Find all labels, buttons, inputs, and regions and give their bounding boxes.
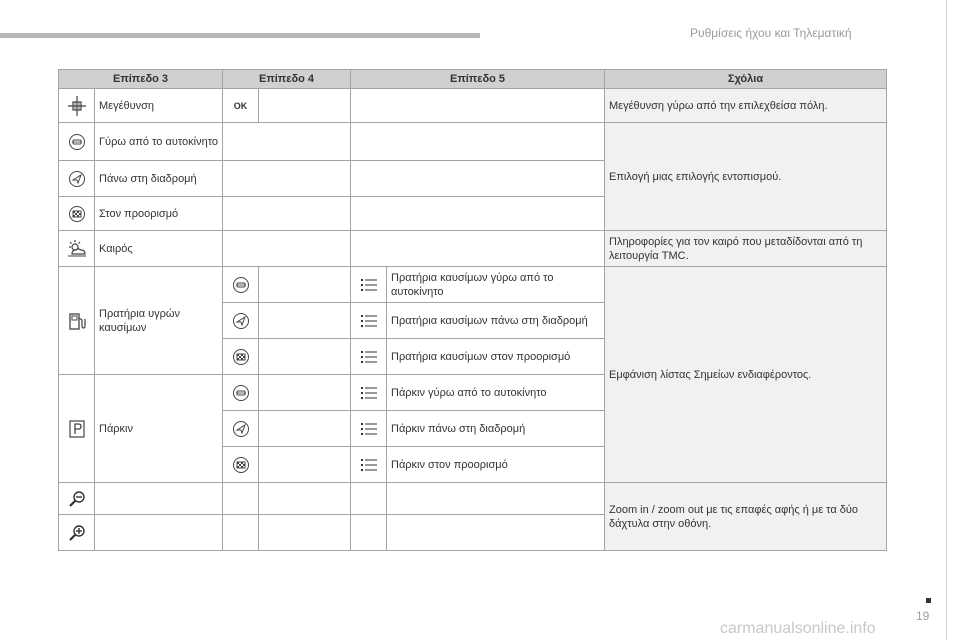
icon-cell [59, 197, 95, 231]
table-row [59, 231, 887, 267]
icon-cell [59, 483, 95, 515]
route-arrow-icon [68, 170, 86, 188]
watermark: carmanualsonline.info [720, 620, 876, 637]
icon-cell [351, 411, 387, 447]
icon-cell [223, 411, 259, 447]
fuel-pump-icon [67, 311, 87, 331]
car-icon [232, 384, 250, 402]
on-route-label: Πάνω στη διαδρομή [95, 161, 223, 197]
list-icon [360, 349, 378, 365]
list-icon [360, 421, 378, 437]
zoom-in-icon [67, 524, 87, 542]
column-header-level5: Επίπεδο 5 [351, 70, 605, 89]
destination-flag-icon [68, 205, 86, 223]
empty-cell [223, 161, 351, 197]
weather-label: Καιρός [95, 231, 223, 267]
empty-cell [259, 89, 351, 123]
empty-cell [387, 515, 605, 551]
parking-label: Πάρκιν [95, 375, 223, 483]
ok-label: OK [233, 100, 248, 111]
empty-cell [351, 161, 605, 197]
icon-cell [223, 303, 259, 339]
empty-cell [223, 515, 259, 551]
zoom-comment: Zoom in / zoom out με τις επαφές αφής ή με τα δύο δάχτυλα στην οθόνη. [605, 483, 887, 551]
parking-item-destination: Πάρκιν στον προορισμό [387, 447, 605, 483]
empty-cell [223, 231, 351, 267]
list-icon [360, 313, 378, 329]
zoom-area-label: Μεγέθυνση [95, 89, 223, 123]
empty-cell [259, 515, 351, 551]
empty-cell [223, 197, 351, 231]
page-marker [926, 598, 931, 603]
icon-cell [351, 339, 387, 375]
empty-cell [223, 123, 351, 161]
icon-cell [59, 123, 95, 161]
icon-cell [59, 231, 95, 267]
column-header-level4: Επίπεδο 4 [223, 70, 351, 89]
icon-cell [59, 375, 95, 483]
around-car-label: Γύρω από το αυτοκίνητο [95, 123, 223, 161]
empty-cell [259, 447, 351, 483]
icon-cell [351, 267, 387, 303]
parking-item-around-car: Πάρκιν γύρω από το αυτοκίνητο [387, 375, 605, 411]
route-arrow-icon [232, 312, 250, 330]
destination-flag-icon [232, 348, 250, 366]
icon-cell [223, 447, 259, 483]
destination-flag-icon [232, 456, 250, 474]
sidebar-rule [946, 0, 947, 640]
empty-cell [351, 483, 387, 515]
car-icon [232, 276, 250, 294]
icon-cell [223, 339, 259, 375]
list-icon [360, 457, 378, 473]
icon-cell [351, 303, 387, 339]
empty-cell [259, 267, 351, 303]
table-row [59, 89, 887, 123]
empty-cell [351, 231, 605, 267]
fuel-label: Πρατήρια υγρών καυσίμων [95, 267, 223, 375]
location-comment: Επιλογή μιας επιλογής εντοπισμού. [605, 123, 887, 231]
poi-comment: Εμφάνιση λίστας Σημείων ενδιαφέροντος. [605, 267, 887, 483]
parking-icon [68, 419, 86, 439]
icon-cell [59, 89, 95, 123]
destination-label: Στον προορισμό [95, 197, 223, 231]
empty-cell [259, 339, 351, 375]
header-bar [0, 33, 480, 38]
empty-cell [95, 483, 223, 515]
empty-cell [351, 515, 387, 551]
icon-cell [351, 447, 387, 483]
zoom-out-icon [67, 490, 87, 508]
icon-cell [59, 267, 95, 375]
empty-cell [351, 89, 605, 123]
empty-cell [387, 483, 605, 515]
icon-cell [223, 375, 259, 411]
page-number: 19 [916, 609, 930, 623]
fuel-item-destination: Πρατήρια καυσίμων στον προορισμό [387, 339, 605, 375]
weather-icon [66, 239, 88, 259]
empty-cell [259, 411, 351, 447]
table-row [59, 123, 887, 161]
empty-cell [259, 375, 351, 411]
column-header-level3: Επίπεδο 3 [59, 70, 223, 89]
route-arrow-icon [232, 420, 250, 438]
icon-cell [223, 267, 259, 303]
empty-cell [351, 197, 605, 231]
zoom-area-icon [67, 95, 87, 117]
settings-table [58, 69, 887, 551]
list-icon [360, 277, 378, 293]
fuel-item-around-car: Πρατήρια καυσίμων γύρω από το αυτοκίνητο [387, 267, 605, 303]
parking-item-on-route: Πάρκιν πάνω στη διαδρομή [387, 411, 605, 447]
column-header-comments: Σχόλια [605, 70, 887, 89]
empty-cell [351, 123, 605, 161]
empty-cell [223, 483, 259, 515]
icon-cell [59, 515, 95, 551]
fuel-item-on-route: Πρατήρια καυσίμων πάνω στη διαδρομή [387, 303, 605, 339]
ok-cell [223, 89, 259, 123]
table-row [59, 267, 887, 303]
weather-comment: Πληροφορίες για τον καιρό που μεταδίδονται από τη λειτουργία TMC. [605, 231, 887, 267]
table-row [59, 483, 887, 515]
list-icon [360, 385, 378, 401]
empty-cell [259, 303, 351, 339]
car-icon [68, 133, 86, 151]
icon-cell [59, 161, 95, 197]
empty-cell [95, 515, 223, 551]
icon-cell [351, 375, 387, 411]
zoom-area-comment: Μεγέθυνση γύρω από την επιλεχθείσα πόλη. [605, 89, 887, 123]
empty-cell [259, 483, 351, 515]
section-title: Ρυθμίσεις ήχου και Τηλεματική [690, 26, 852, 40]
